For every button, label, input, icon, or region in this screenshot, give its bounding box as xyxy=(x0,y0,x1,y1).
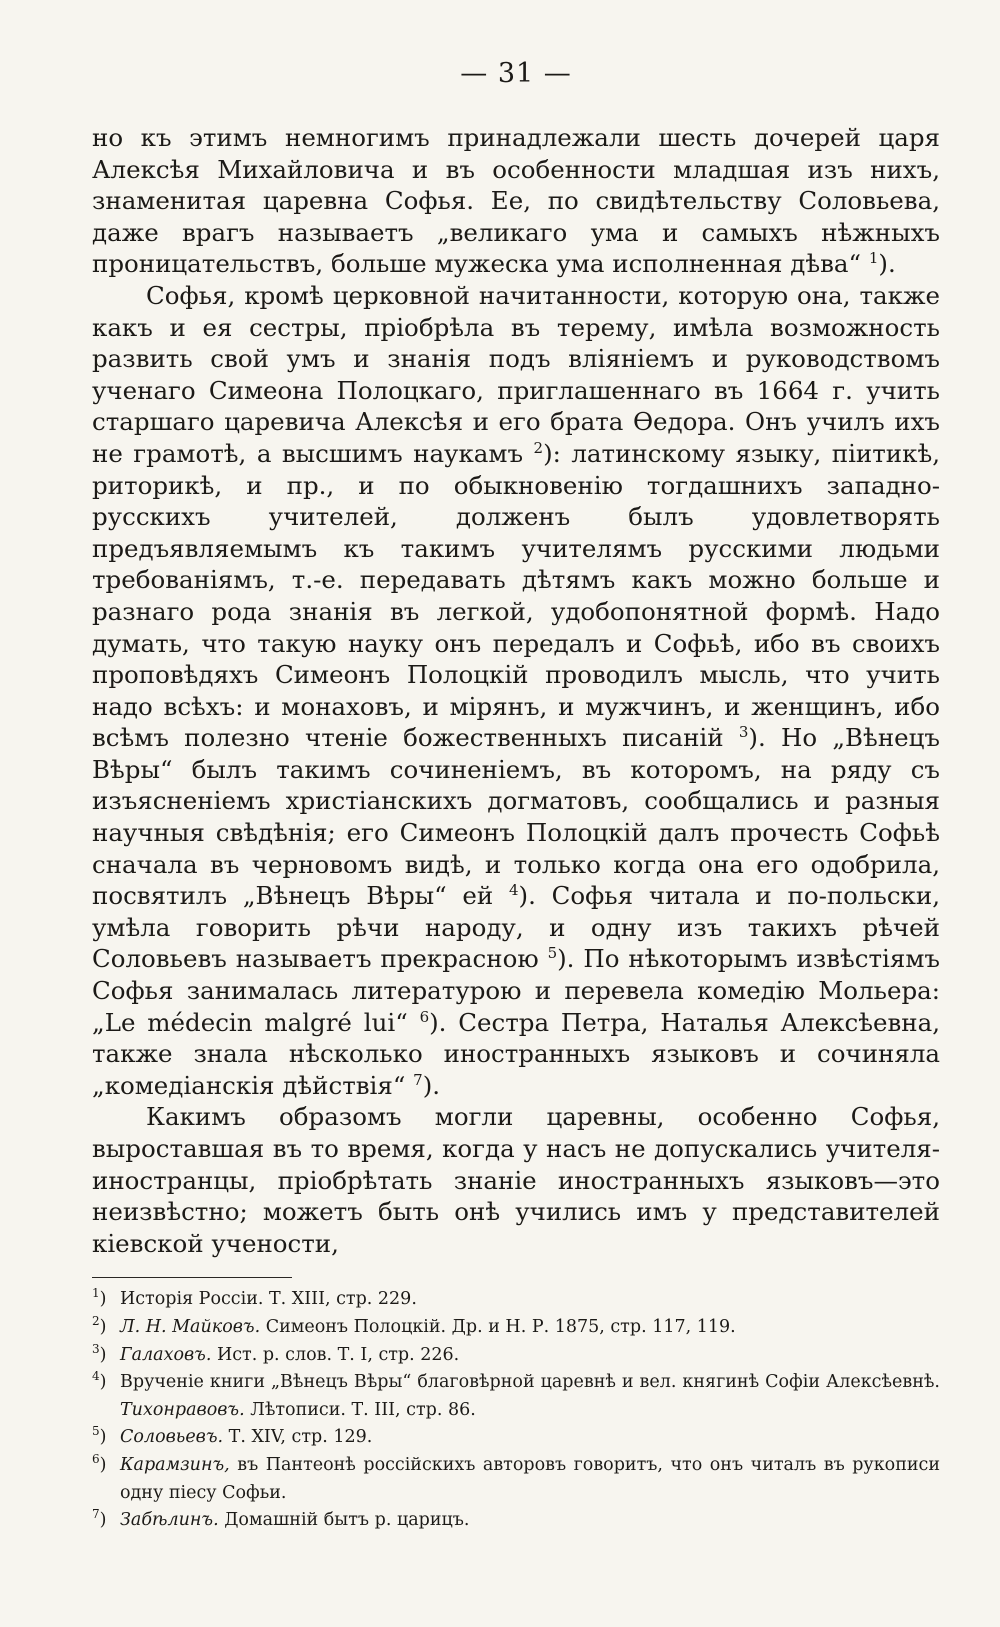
footnote xyxy=(92,1369,940,1424)
footnote-marker: $^5$) xyxy=(92,1424,107,1448)
footnote-number: 5 xyxy=(92,1424,100,1439)
footnote xyxy=(92,1507,940,1535)
author-name: Забѣлинъ. xyxy=(120,1510,219,1531)
footnote-number: 7 xyxy=(92,1507,100,1522)
footnotes xyxy=(92,1286,940,1534)
text-run: Врученіе книги „Вѣнецъ Вѣры“ благовѣрной царевнѣ и вел. княгинѣ Софіи Алексѣевнѣ. xyxy=(120,1372,940,1393)
footnote xyxy=(92,1424,940,1452)
footnote-reference: 2 xyxy=(533,438,544,457)
text-run: ). Софья читала и по-польски, умѣла говорить рѣчи народу, и одну изъ такихъ рѣчей Соловьевъ называетъ прекрасною xyxy=(92,881,940,974)
footnote-reference: 5 xyxy=(547,944,558,963)
paragraph xyxy=(92,1101,940,1259)
page-number: — 31 — xyxy=(460,58,572,89)
footnote-reference: 6 xyxy=(419,1007,430,1026)
footnote-marker: $^6$) xyxy=(92,1452,107,1475)
text-run: Ист. р. слов. Т. I, стр. 226. xyxy=(211,1344,460,1365)
text-run: Симеонъ Полоцкій. Др. и Н. Р. 1875, стр. 117, 119. xyxy=(260,1316,736,1337)
text-run: но къ этимъ немногимъ принадлежали шесть дочерей царя Алексѣя Михайловича и въ особенности младшая изъ нихъ, знаменитая царевна Софья. Ее, по свидѣтельству Соловьева, даже врагъ называетъ „великаго ума и самыхъ нѣжныхъ проницательствъ, больше мужеска ума исполненная дѣва“ xyxy=(92,123,940,279)
paragraph xyxy=(92,122,940,280)
footnote xyxy=(92,1342,940,1370)
text-run: ). Но „Вѣнецъ Вѣры“ былъ такимъ сочиненіемъ, въ которомъ, на ряду съ изъясненіемъ христіанскихъ догматовъ, сообщались и разныя научныя свѣдѣнія; его Симеонъ Полоцкій далъ прочесть Софьѣ сначала въ черновомъ видѣ, и только когда она его одобрила, посвятилъ „Вѣнецъ Вѣры“ ей xyxy=(92,723,940,911)
author-name: Л. Н. Майковъ. xyxy=(120,1316,261,1337)
footnote-number: 3 xyxy=(92,1341,100,1356)
footnote-reference: 1 xyxy=(868,249,879,268)
footnote-marker: $^7$) xyxy=(92,1507,107,1531)
text-run: Какимъ образомъ могли царевны, особенно Софья, выроставшая въ то время, когда у насъ не допускались учителя-иностранцы, пріобрѣтать знаніе иностранныхъ языковъ—это неизвѣстно; можетъ быть онѣ учились имъ у представителей кіевской учености, xyxy=(92,1102,940,1258)
author-name: Карамзинъ, xyxy=(120,1454,230,1475)
footnote-marker: $^4$) xyxy=(92,1369,107,1393)
footnote-marker: $^3$) xyxy=(92,1341,107,1365)
footnote-number: 1 xyxy=(92,1286,100,1301)
footnote xyxy=(92,1452,940,1507)
author-name: Тихонравовъ. xyxy=(120,1399,245,1420)
footnote-reference: 3 xyxy=(738,723,749,742)
text-run: Т. XIV, стр. 129. xyxy=(223,1427,373,1448)
text-run: въ Пантеонѣ россійскихъ авторовъ говоритъ, что онъ читалъ въ рукописи одну піесу Софьи. xyxy=(120,1454,940,1503)
footnote-number: 6 xyxy=(92,1452,100,1467)
footnote-divider xyxy=(92,1277,292,1278)
paragraph xyxy=(92,280,940,1101)
body-text xyxy=(92,122,940,1259)
footnote-marker: $^2$) xyxy=(92,1314,107,1337)
footnote-marker: $^1$) xyxy=(92,1286,107,1310)
text-run: Лѣтописи. Т. III, стр. 86. xyxy=(244,1399,476,1420)
footnote xyxy=(92,1314,940,1342)
footnote-number: 2 xyxy=(92,1314,100,1329)
footnote-reference: 7 xyxy=(413,1070,423,1089)
text-run: Исторія Россіи. Т. XIII, стр. 229. xyxy=(120,1289,417,1310)
text-run: ). xyxy=(422,1070,441,1100)
text-run: Софья, кромѣ церковной начитанности, которую она, также какъ и ея сестры, пріобрѣла въ терему, имѣла возможность развить свой умъ и знанія подъ вліяніемъ и руководствомъ ученаго Симеона Полоцкаго, приглашеннаго въ 1664 г. учить старшаго царевича Алексѣя и его брата Ѳедора. Онъ училъ ихъ не грамотѣ, а высшимъ наукамъ xyxy=(92,280,940,468)
author-name: Галаховъ. xyxy=(120,1344,212,1365)
text-run: ). Сестра Петра, Наталья Алексѣевна, также знала нѣсколько иностранныхъ языковъ и сочиняла „комедіанскія дѣйствія“ xyxy=(92,1007,940,1100)
text-run: Домашній бытъ р. царицъ. xyxy=(218,1510,470,1531)
text-run: ). xyxy=(878,249,896,279)
book-page xyxy=(92,56,940,1535)
footnote xyxy=(92,1286,940,1314)
footnote-reference: 4 xyxy=(509,881,519,900)
footnote-number: 4 xyxy=(92,1369,100,1384)
author-name: Соловьевъ. xyxy=(120,1427,224,1448)
text-run: ): латинскому языку, піитикѣ, риторикѣ, и пр., и по обыкновенію тогдашнихъ западно-русскихъ учителей, долженъ былъ удовлетворять предъявляемымъ къ такимъ учителямъ русскими людьми требованіямъ, т.-е. передавать дѣтямъ какъ можно больше и разнаго рода знанія въ легкой, удобопонятной формѣ. Надо думать, что такую науку онъ передалъ и Софьѣ, ибо въ своихъ проповѣдяхъ Симеонъ Полоцкій проводилъ мысль, что учить надо всѣхъ: и монаховъ, и мірянъ, и мужчинъ, и женщинъ, ибо всѣмъ полезно чтеніе божественныхъ писаній xyxy=(92,438,941,753)
text-run: ). По нѣкоторымъ извѣстіямъ Софья занималась литературою и перевела комедію Мольера: „Le médecin malgré lui“ xyxy=(92,944,940,1037)
